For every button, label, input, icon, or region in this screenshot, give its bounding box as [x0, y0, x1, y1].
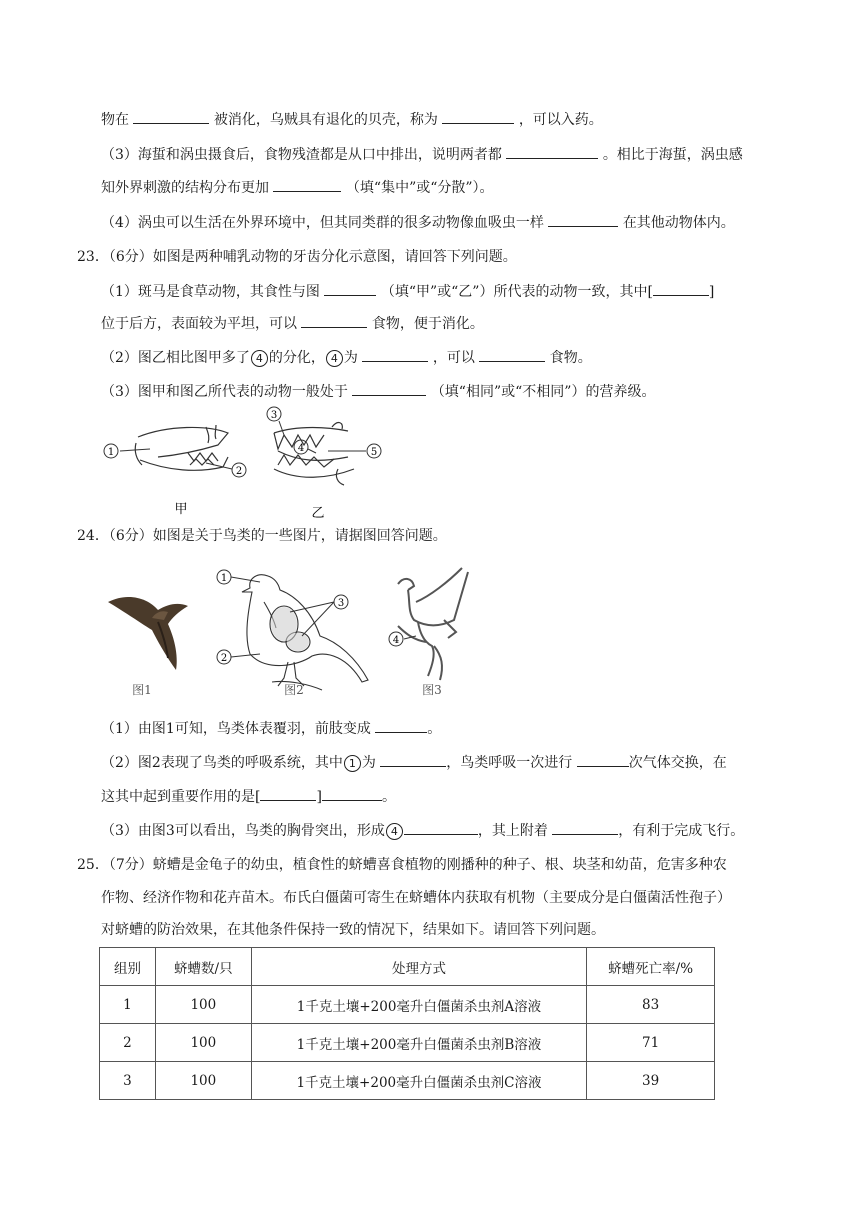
q23-title: 23．（6分）如图是两种哺乳动物的牙齿分化示意图，请回答下列问题。: [77, 249, 517, 265]
caption-fig1: 图1: [132, 683, 152, 697]
answer-blank[interactable]: [273, 177, 341, 192]
table-row: [100, 986, 715, 1024]
answer-blank[interactable]: [301, 313, 367, 328]
q24-title: 24．（6分）如图是关于鸟类的一些图片，请据图回答问题。: [77, 528, 447, 544]
q23-part1: （1）斑马是食草动物，其食性与图 （填“甲”或“乙”）所代表的动物一致，其中[ ]: [101, 281, 714, 302]
answer-blank[interactable]: [404, 820, 478, 835]
leader-line: [308, 449, 316, 453]
table-row: [100, 1062, 715, 1100]
table-cell: 1千克土壤+200毫升白僵菌杀虫剂C溶液: [251, 1062, 586, 1100]
q25-line3: 对蛴螬的防治效果，在其他条件保持一致的情况下，结果如下。请回答下列问题。: [101, 922, 605, 938]
table-cell: 100: [155, 1024, 251, 1062]
carnivore-jaw-yi: [274, 423, 354, 485]
table-header: 处理方式: [251, 948, 586, 986]
table-cell: 3: [100, 1062, 156, 1100]
table-header: 组别: [100, 948, 156, 986]
q23-part3: （3）图甲和图乙所代表的动物一般处于 （填“相同”或“不相同”）的营养级。: [101, 381, 655, 402]
answer-blank[interactable]: [133, 109, 209, 124]
caption-yi: 乙: [311, 506, 325, 520]
answer-blank[interactable]: [552, 820, 618, 835]
table-cell: 1: [100, 986, 156, 1024]
table-cell: 39: [587, 1062, 715, 1100]
q22-part4: （4）涡虫可以生活在外界环境中，但其同类群的很多动物像血吸虫一样 在其他动物体内。: [101, 212, 735, 233]
answer-blank[interactable]: [352, 381, 426, 396]
table-cell: 83: [587, 986, 715, 1024]
fig-label-2: 2: [235, 466, 243, 477]
answer-blank[interactable]: [362, 347, 428, 362]
results-table: [99, 947, 715, 1100]
answer-blank[interactable]: [324, 281, 376, 296]
caption-fig3: 图3: [422, 683, 442, 697]
answer-blank[interactable]: [260, 786, 316, 801]
leader-line: [231, 577, 260, 582]
table-cell: 100: [155, 986, 251, 1024]
leader-line: [231, 654, 260, 657]
q23-part2: （2）图乙相比图甲多了 4 的分化， 4 为 ，可以 食物。: [101, 347, 592, 368]
teeth-figure: [98, 405, 398, 520]
q22-part3-cont: 知外界刺激的结构分布更加 （填“集中”或“分散”）。: [101, 177, 494, 198]
q23-part1-cont: 位于后方，表面较为平坦，可以 食物，便于消化。: [101, 313, 484, 334]
flying-bird-photo: [108, 597, 188, 670]
q22-part3: （3）海蜇和涡虫摄食后，食物残渣都是从口中排出，说明两者都 。相比于海蜇，涡虫感: [101, 144, 743, 165]
fig-label-5: 5: [370, 447, 378, 458]
q25-line2: 作物、经济作物和花卉苗木。布氏白僵菌可寄生在蛴螬体内获取有机物（主要成分是白僵菌活性孢子）: [101, 890, 731, 906]
q24-part2: （2）图2表现了鸟类的呼吸系统，其中 1 为 ，鸟类呼吸一次进行 次气体交换，在: [101, 752, 727, 773]
herbivore-skull-jia: [135, 425, 228, 470]
q24-part2-cont: 这其中起到重要作用的是[ ] 。: [101, 786, 396, 807]
fig-label-1: 1: [107, 447, 115, 458]
answer-blank[interactable]: [653, 281, 709, 296]
table-header: 蛴螬数/只: [155, 948, 251, 986]
answer-blank[interactable]: [380, 752, 446, 767]
caption-fig2: 图2: [284, 683, 304, 697]
answer-blank[interactable]: [322, 786, 382, 801]
table-cell: 100: [155, 1062, 251, 1100]
answer-blank[interactable]: [548, 212, 618, 227]
table-header: 蛴螬死亡率/%: [587, 948, 715, 986]
answer-blank[interactable]: [442, 109, 514, 124]
fig-label-2: 2: [220, 653, 228, 664]
answer-blank[interactable]: [375, 718, 427, 733]
answer-blank[interactable]: [577, 752, 629, 767]
bird-skeleton-photo: [398, 568, 468, 680]
answer-blank[interactable]: [506, 144, 598, 159]
table-cell: 2: [100, 1024, 156, 1062]
table-cell: 71: [587, 1024, 715, 1062]
bird-figures: [98, 562, 478, 702]
fig-label-4: 4: [297, 443, 305, 454]
fig-label-3: 3: [337, 598, 345, 609]
q22-line-cont: 物在 被消化，乌贼具有退化的贝壳，称为 ，可以入药。: [101, 109, 603, 130]
q24-part1: （1）由图1可知，鸟类体表覆羽，前肢变成 。: [101, 718, 441, 739]
leader-line: [290, 602, 334, 612]
q24-part3: （3）由图3可以看出，鸟类的胸骨突出，形成 4 ，其上附着 ，有利于完成飞行。: [101, 820, 744, 841]
answer-blank[interactable]: [479, 347, 545, 362]
q25-line1: 25．（7分）蛴螬是金龟子的幼虫，植食性的蛴螬喜食植物的刚播种的种子、根、块茎和幼苗，危害多种农: [77, 857, 727, 873]
fig-label-4: 4: [392, 635, 400, 646]
table-header-row: [100, 948, 715, 986]
fig-label-3: 3: [270, 410, 278, 421]
leader-line: [279, 421, 284, 435]
fig-label-1: 1: [220, 573, 228, 584]
caption-jia: 甲: [174, 502, 188, 517]
table-cell: 1千克土壤+200毫升白僵菌杀虫剂A溶液: [251, 986, 586, 1024]
table-cell: 1千克土壤+200毫升白僵菌杀虫剂B溶液: [251, 1024, 586, 1062]
table-row: [100, 1024, 715, 1062]
